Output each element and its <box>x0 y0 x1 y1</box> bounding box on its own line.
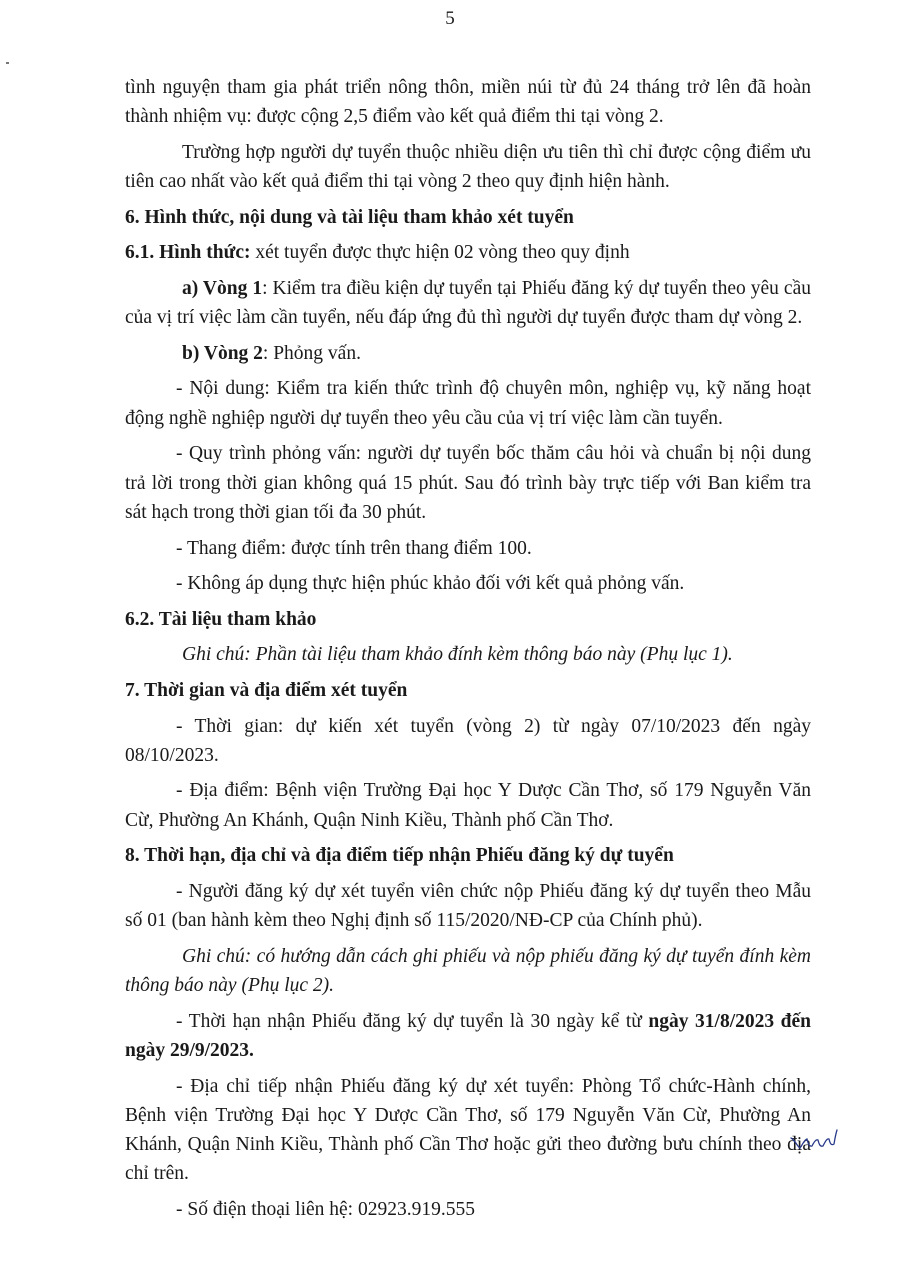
paragraph-interview-process: - Quy trình phỏng vấn: người dự tuyển bốc thăm câu hỏi và chuẩn bị nội dung trả lời trong thời gian không quá 15 phút. Sau đó trình bày trực tiếp với Ban kiểm tra sát hạch trong thời gian tối đa 30 phút. <box>125 443 811 523</box>
paragraph-interview-content: - Nội dung: Kiểm tra kiến thức trình độ chuyên môn, nghiệp vụ, kỹ năng hoạt động nghề nghiệp người dự tuyển theo yêu cầu của vị trí việc làm cần tuyển. <box>125 378 811 429</box>
paragraph-round-1 <box>125 274 811 333</box>
heading-section-6-1-text: xét tuyển được thực hiện 02 vòng theo quy định <box>250 242 630 264</box>
heading-section-6-1 <box>125 238 811 267</box>
paragraph-exam-time: - Thời gian: dự kiến xét tuyển (vòng 2) từ ngày 07/10/2023 đến ngày 08/10/2023. <box>125 715 811 766</box>
paragraph-scoring-scale: - Thang điểm: được tính trên thang điểm 100. <box>176 537 532 559</box>
page-number: 5 <box>445 8 455 29</box>
paragraph-note-appendix-2: Ghi chú: có hướng dẫn cách ghi phiếu và nộp phiếu đăng ký dự tuyển đính kèm thông báo này (Phụ lục 2). <box>125 945 811 997</box>
paragraph-contact-phone: - Số điện thoại liên hệ: 02923.919.555 <box>176 1199 475 1221</box>
paragraph-application-form: - Người đăng ký dự xét tuyển viên chức nộp Phiếu đăng ký dự tuyển theo Mẫu số 01 (ban hành kèm theo Nghị định số 115/2020/NĐ-CP của Chính phủ). <box>125 880 811 932</box>
round-1-label: a) Vòng 1 <box>182 277 263 299</box>
heading-section-8: 8. Thời hạn, địa chỉ và địa điểm tiếp nhận Phiếu đăng ký dự tuyển <box>125 845 674 867</box>
paragraph-priority-points: tình nguyện tham gia phát triển nông thôn, miền núi từ đủ 24 tháng trở lên đã hoàn thành nhiệm vụ: được cộng 2,5 điểm vào kết quả điểm thi tại vòng 2. <box>125 77 811 128</box>
paragraph-multiple-priority: Trường hợp người dự tuyển thuộc nhiều diện ưu tiên thì chỉ được cộng điểm ưu tiên cao nhất vào kết quả điểm thi tại vòng 2 theo quy định hiện hành. <box>125 141 811 193</box>
heading-section-6-2: 6.2. Tài liệu tham khảo <box>125 608 317 630</box>
deadline-text: - Thời hạn nhận Phiếu đăng ký dự tuyển là 30 ngày kể từ <box>176 1010 649 1032</box>
paragraph-note-appendix-1: Ghi chú: Phần tài liệu tham khảo đính kèm thông báo này (Phụ lục 1). <box>182 644 733 666</box>
round-1-text: : Kiểm tra điều kiện dự tuyển tại Phiếu đăng ký dự tuyển theo yêu cầu của vị trí việc làm cần tuyển, nếu đáp ứng đủ thì người dự tuyển được tham dự vòng 2. <box>125 277 811 329</box>
paragraph-no-appeal: - Không áp dụng thực hiện phúc khảo đối với kết quả phỏng vấn. <box>176 573 685 595</box>
paragraph-exam-location: - Địa điểm: Bệnh viện Trường Đại học Y Dược Cần Thơ, số 179 Nguyễn Văn Cừ, Phường An Khánh, Quận Ninh Kiều, Thành phố Cần Thơ. <box>125 780 811 831</box>
heading-section-7: 7. Thời gian và địa điểm xét tuyển <box>125 679 408 701</box>
paragraph-submission-address: - Địa chỉ tiếp nhận Phiếu đăng ký dự xét tuyển: Phòng Tổ chức-Hành chính, Bệnh viện Trường Đại học Y Dược Cần Thơ, số 179 Nguyễn Văn Cừ, Phường An Khánh, Quận Ninh Kiều, Thành phố Cần Thơ hoặc gửi theo đường bưu chính theo địa chỉ trên. <box>125 1075 811 1185</box>
scan-speck <box>6 62 9 64</box>
round-2-label: b) Vòng 2 <box>182 342 263 364</box>
round-2-text: : Phỏng vấn. <box>262 342 361 364</box>
heading-section-6-1-label: 6.1. Hình thức: <box>125 242 251 264</box>
handwritten-initials-icon <box>789 1124 839 1154</box>
heading-section-6: 6. Hình thức, nội dung và tài liệu tham khảo xét tuyển <box>125 206 574 228</box>
deadline-dates: ngày 31/8/2023 đến ngày 29/9/2023. <box>125 1010 811 1061</box>
paragraph-round-2 <box>125 339 811 368</box>
document-body <box>125 73 811 1231</box>
paragraph-deadline <box>125 1007 811 1066</box>
